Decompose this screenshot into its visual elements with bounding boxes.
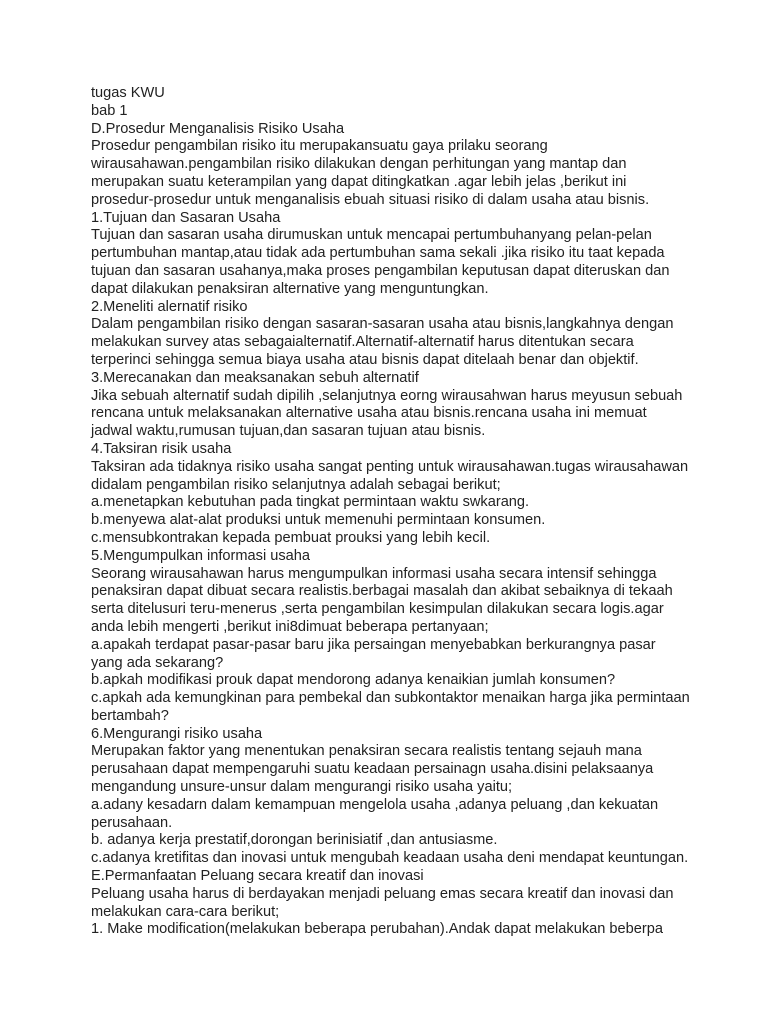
list-item: a.apakah terdapat pasar-pasar baru jika persaingan menyebabkan berkurangnya pasar [91, 636, 656, 653]
subsection-heading: 5.Mengumpulkan informasi usaha [91, 547, 311, 564]
subsection-heading: 4.Taksiran risik usaha [91, 440, 232, 457]
document-line: terperinci sehingga semua biaya usaha atau bisnis dapat ditelaah benar dan objektif. [91, 351, 639, 368]
subsection-heading: 3.Merecanakan dan meaksanakan sebuh alternatif [91, 369, 419, 386]
document-line: pertumbuhan mantap,atau tidak ada pertumbuhan sama sekali .jika risiko itu taat kepada [91, 245, 665, 262]
document-line: tujuan dan sasaran usahanya,maka proses pengambilan keputusan dapat diteruskan dan [91, 262, 670, 279]
document-line: rencana untuk melaksanakan alternative usaha atau bisnis.rencana usaha ini memuat [91, 405, 647, 422]
document-line: didalam pengambilan risiko selanjutnya adalah sebagai berikut; [91, 476, 501, 493]
document-line: anda lebih mengerti ,berikut ini8dimuat beberapa pertanyaan; [91, 618, 489, 635]
document-line: penaksiran dapat dibuat secara realistis.berbagai masalah dan akibat sebaiknya di tekaah [91, 583, 673, 600]
document-line: melakukan cara-cara berikut; [91, 903, 280, 920]
document-line: Merupakan faktor yang menentukan penaksiran secara realistis tentang sejauh mana [91, 743, 642, 760]
list-item: b.apkah modifikasi prouk dapat mendorong adanya kenaikian jumlah konsumen? [91, 672, 616, 689]
list-item: perusahaan. [91, 814, 173, 831]
document-line: Tujuan dan sasaran usaha dirumuskan untuk mencapai pertumbuhanyang pelan-pelan [91, 227, 652, 244]
section-heading: E.Permanfaatan Peluang secara kreatif dan inovasi [91, 868, 424, 885]
document-line: serta ditelusuri teru-menerus ,serta pengambilan kesimpulan dilakukan secara logis.agar [91, 601, 664, 618]
section-heading: D.Prosedur Menganalisis Risiko Usaha [91, 120, 345, 137]
document-line: merupakan suatu keterampilan yang dapat ditingkatkan .agar lebih jelas ,berikut ini [91, 173, 627, 190]
list-item: a.adany kesadarn dalam kemampuan mengelola usaha ,adanya peluang ,dan kekuatan [91, 796, 659, 813]
document-line: perusahaan dapat mempengaruhi suatu keadaan persainagn usaha.disini pelaksaanya [91, 761, 654, 778]
list-item: c.adanya kretifitas dan inovasi untuk mengubah keadaan usaha deni mendapat keuntungan. [91, 850, 689, 867]
document-page [91, 85, 761, 939]
document-line: dapat dilakukan penaksiran alternative yang menguntungkan. [91, 280, 489, 297]
document-line: Seorang wirausahawan harus mengumpulkan informasi usaha secara intensif sehingga [91, 565, 657, 582]
document-line: bab 1 [91, 102, 128, 119]
list-item: 1. Make modification(melakukan beberapa perubahan).Andak dapat melakukan beberpa [91, 921, 663, 938]
document-line: tugas KWU [91, 85, 165, 101]
list-item: b. adanya kerja prestatif,dorongan berinisiatif ,dan antusiasme. [91, 832, 498, 849]
list-item: b.menyewa alat-alat produksi untuk memenuhi permintaan konsumen. [91, 512, 546, 529]
subsection-heading: 1.Tujuan dan Sasaran Usaha [91, 209, 281, 226]
document-line: wirausahawan.pengambilan risiko dilakukan dengan perhitungan yang mantap dan [91, 156, 627, 173]
document-line: mengandung unsure-unsur dalam mengurangi risiko usaha yaitu; [91, 779, 513, 796]
subsection-heading: 2.Meneliti alernatif risiko [91, 298, 248, 315]
document-line: Dalam pengambilan risiko dengan sasaran-sasaran usaha atau bisnis,langkahnya dengan [91, 316, 674, 333]
list-item: c.apkah ada kemungkinan para pembekal dan subkontaktor menaikan harga jika permintaan [91, 690, 690, 707]
document-line: Taksiran ada tidaknya risiko usaha sangat penting untuk wirausahawan.tugas wirausahawan [91, 458, 689, 475]
list-item: a.menetapkan kebutuhan pada tingkat permintaan waktu swkarang. [91, 494, 530, 511]
document-line: Prosedur pengambilan risiko itu merupakansuatu gaya prilaku seorang [91, 138, 548, 155]
document-line: Jika sebuah alternatif sudah dipilih ,selanjutnya eorng wirausahwan harus meyusun sebuah [91, 387, 683, 404]
list-item: c.mensubkontrakan kepada pembuat prouksi yang lebih kecil. [91, 529, 491, 546]
document-line: jadwal waktu,rumusan tujuan,dan sasaran tujuan atau bisnis. [91, 423, 486, 440]
subsection-heading: 6.Mengurangi risiko usaha [91, 725, 263, 742]
document-line: melakukan survey atas sebagaialternatif.Alternatif-alternatif harus ditentukan secara [91, 334, 634, 351]
document-line: prosedur-prosedur untuk menganalisis ebuah situasi risiko di dalam usaha atau bisnis. [91, 191, 650, 208]
list-item: yang ada sekarang? [91, 654, 224, 671]
list-item: bertambah? [91, 707, 169, 724]
document-line: Peluang usaha harus di berdayakan menjadi peluang emas secara kreatif dan inovasi dan [91, 885, 674, 902]
